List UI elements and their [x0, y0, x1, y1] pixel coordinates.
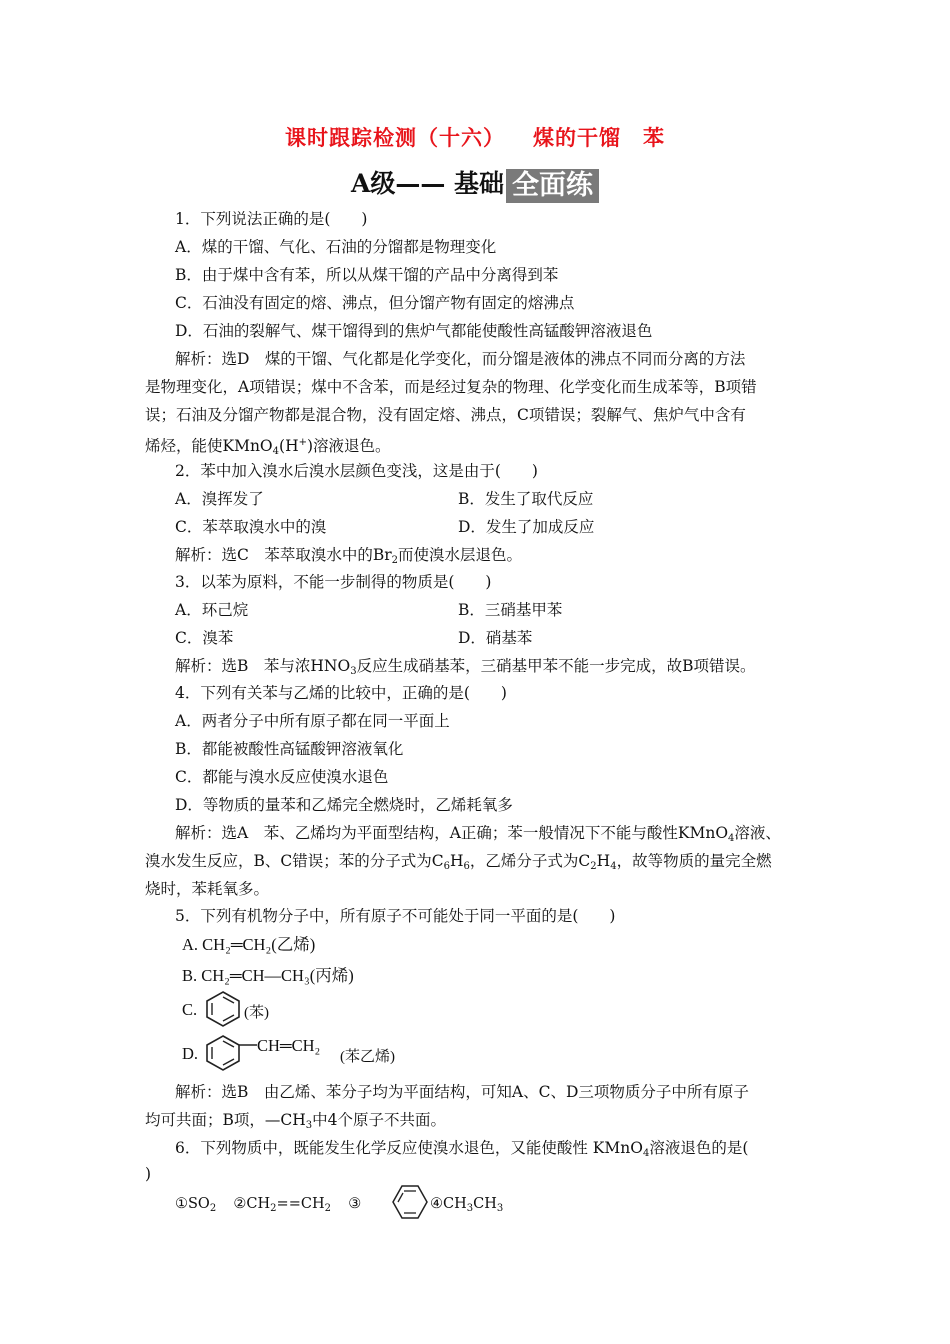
q6-stem-text2: 溶液退色的是(	[649, 1139, 749, 1157]
q3-option-d: D．硝基苯	[458, 629, 533, 647]
q3-option-a: A．环己烷	[175, 601, 249, 619]
level-heading	[0, 164, 950, 203]
q5-stem: 5．下列有机物分子中，所有原子不可能处于同一平面的是( )	[175, 907, 616, 925]
q2-analysis	[175, 545, 522, 571]
q2-option-c: C．苯萃取溴水中的溴	[175, 518, 327, 536]
q4-ana2-e: ，乙烯分子式为C	[469, 852, 591, 870]
benzene-ring-icon	[203, 990, 243, 1028]
q5-analysis-line1: 解析：选B 由乙烯、苯分子均为平面结构，可知A、C、D三项物质分子中所有原子	[175, 1083, 749, 1101]
q3-option-b: B．三硝基甲苯	[458, 601, 563, 619]
q6-opt4-sub2: 3	[496, 1203, 504, 1214]
level-box: 全面练	[506, 169, 599, 203]
q4-option-b: B．都能被酸性高锰酸钾溶液氧化	[175, 740, 404, 758]
q4-ana2-f: 2	[590, 861, 597, 872]
q6-opt4: ④CH	[430, 1196, 467, 1212]
q6-stem-sub: 4	[642, 1148, 650, 1159]
q4-ana2-d: 6	[463, 861, 470, 872]
q3-stem: 3．以苯为原料，不能一步制得的物质是( )	[175, 573, 492, 591]
q4-ana2-i: ，故等物质的量完全燃	[616, 852, 772, 870]
q4-option-d: D．等物质的量苯和乙烯完全燃烧时，乙烯耗氧多	[175, 796, 513, 814]
q6-opt2-sub2: 2	[324, 1203, 331, 1214]
q4-ana1-sub: 4	[728, 833, 735, 844]
q4-ana1-text: 解析：选A 苯、乙烯均为平面型结构，A正确；苯一般情况下不能与酸性KMnO	[175, 824, 729, 842]
q5-option-c-name: (苯)	[244, 1005, 269, 1021]
level-prefix: A级—— 基础	[350, 169, 505, 198]
q5-option-c-label: C.	[182, 1000, 198, 1019]
title-part1: 课时跟踪检测（十六）	[285, 125, 505, 150]
q2-ana-sub: 2	[391, 555, 399, 566]
q6-stem-line2: )	[145, 1165, 152, 1183]
q1-ana4-text3: )溶液退色。	[307, 437, 391, 455]
q3-ana-text2: 反应生成硝基苯，三硝基甲苯不能一步完成，故B项错误。	[356, 657, 756, 675]
q1-option-c: C．石油没有固定的熔、沸点，但分馏产物有固定的熔沸点	[175, 294, 575, 312]
q4-option-a: A．两者分子中所有原子都在同一平面上	[175, 712, 450, 730]
q2-option-d: D．发生了加成反应	[458, 518, 595, 536]
q2-option-a: A．溴挥发了	[175, 490, 264, 508]
q6-opt2: ②CH	[233, 1196, 271, 1212]
q4-ana1-text2: 溶液、	[734, 824, 781, 842]
q6-stem-line1	[175, 1138, 748, 1164]
q5-option-a: A. CH₂═CH₂(乙烯)	[182, 935, 316, 954]
q6-stem-text: 6．下列物质中，既能发生化学反应使溴水退色，又能使酸性 KMnO	[175, 1139, 643, 1157]
q1-ana4-text: 烯烃，能使KMnO	[145, 437, 273, 455]
q4-analysis-line3: 烧时，苯耗氧多。	[145, 880, 270, 898]
q3-ana-sub: 3	[350, 666, 357, 677]
q4-analysis-line2	[145, 851, 772, 877]
q1-analysis-line1: 解析：选D 煤的干馏、气化都是化学变化，而分馏是液体的沸点不同而分离的方法	[175, 350, 746, 368]
q6-opt2-mid: ==CH	[276, 1196, 325, 1212]
q4-ana2-g: H	[596, 852, 611, 870]
q2-stem: 2．苯中加入溴水后溴水层颜色变浅，这是由于( )	[175, 462, 538, 480]
q2-ana-text: 解析：选C 苯萃取溴水中的Br	[175, 546, 392, 564]
q6-opt1-sub: 2	[209, 1203, 217, 1214]
q6-opt3: ③	[348, 1196, 362, 1212]
q5-option-b: B. CH₂═CH—CH₃(丙烯)	[182, 966, 354, 985]
q6-option4	[430, 1194, 503, 1219]
q5-option-d-name: (苯乙烯)	[340, 1049, 395, 1065]
q3-analysis	[175, 656, 755, 682]
q4-analysis-line1	[175, 823, 781, 849]
q4-ana2-b: 6	[443, 861, 450, 872]
q5-option-d-group: CH═CH₂	[257, 1036, 321, 1055]
q1-option-a: A．煤的干馏、气化、石油的分馏都是物理变化	[175, 238, 497, 256]
q1-ana4-text2: (H	[279, 437, 299, 455]
q4-ana2-h: 4	[610, 861, 617, 872]
q5-option-d-label: D.	[182, 1044, 199, 1063]
q6-benzene-ring-icon	[390, 1183, 430, 1221]
q5-analysis-line2	[145, 1110, 446, 1136]
q3-option-c: C．溴苯	[175, 629, 234, 647]
q1-stem: 1．下列说法正确的是( )	[175, 210, 368, 228]
q1-ana4-sub: 4	[272, 446, 280, 457]
page-title	[0, 122, 950, 152]
q6-opt2-sub1: 2	[270, 1203, 277, 1214]
title-part2: 煤的干馏 苯	[533, 125, 665, 150]
q5-ana2-text2: 中4个原子不共面。	[312, 1111, 447, 1129]
q6-options	[175, 1194, 361, 1219]
q1-analysis-line4	[145, 433, 391, 462]
q3-ana-text: 解析：选B 苯与浓HNO	[175, 657, 351, 675]
q2-ana-text2: 而使溴水层退色。	[398, 546, 523, 564]
q6-opt1: ①SO	[175, 1196, 210, 1212]
q5-ana2-text: 均可共面；B项，—CH	[145, 1111, 306, 1129]
q4-stem: 4．下列有关苯与乙烯的比较中，正确的是( )	[175, 684, 507, 702]
q6-opt4-mid: CH	[473, 1196, 497, 1212]
q4-option-c: C．都能与溴水反应使溴水退色	[175, 768, 389, 786]
q1-analysis-line2: 是物理变化，A项错误；煤中不含苯，而是经过复杂的物理、化学变化而生成苯等，B项错	[145, 378, 757, 396]
q1-option-b: B．由于煤中含有苯，所以从煤干馏的产品中分离得到苯	[175, 266, 559, 284]
q4-ana2-c: H	[450, 852, 464, 870]
q4-ana2-a: 溴水发生反应，B、C错误；苯的分子式为C	[145, 852, 444, 870]
q1-option-d: D．石油的裂解气、煤干馏得到的焦炉气都能使酸性高锰酸钾溶液退色	[175, 322, 653, 340]
q5-ana2-sub: 3	[305, 1120, 313, 1131]
q2-option-b: B．发生了取代反应	[458, 490, 594, 508]
q1-analysis-line3: 误；石油及分馏产物都是混合物，没有固定熔、沸点，C项错误；裂解气、焦炉气中含有	[145, 406, 746, 424]
q6-opt4-sub1: 3	[466, 1203, 474, 1214]
styrene-ring-icon	[203, 1034, 259, 1072]
q1-ana4-sup: +	[298, 437, 307, 448]
